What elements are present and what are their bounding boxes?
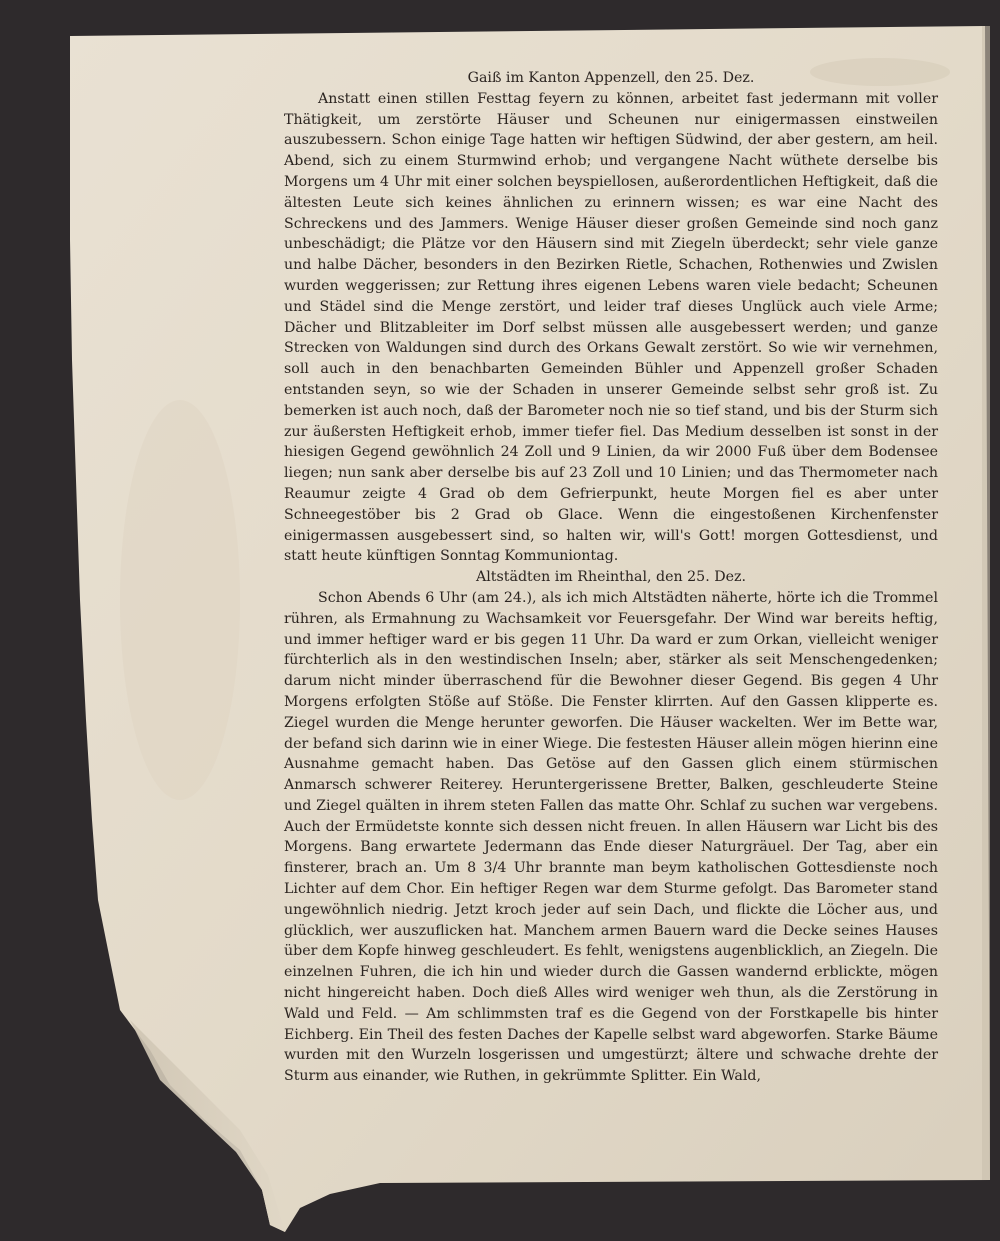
paper-edge-shadow — [982, 26, 990, 1180]
article-heading-altstaedten: Altstädten im Rheinthal, den 25. Dez. — [476, 569, 746, 586]
paper-stain — [120, 400, 240, 800]
newspaper-text — [284, 68, 938, 1087]
article-body-altstaedten: Schon Abends 6 Uhr (am 24.), als ich mich Altstädten näherte, hörte ich die Trommel rühren, als Ermahnung zu Wachsamkeit vor Feuersgefahr. Der Wind war bereits heftig, und immer heftiger ward er bis gegen 11 Uhr. Da ward er zum Orkan, vielleicht weniger fürchterlich als in den westindischen Inseln; aber, stärker als seit Menschengedenken; darum nicht minder überraschend für die Bewohner dieser Gegend. Bis gegen 4 Uhr Morgens erfolgten Stöße auf Stöße. Die Fenster klirrten. Auf den Gassen klipperte es. Ziegel wurden die Menge herunter geworfen. Die Häuser wackelten. Wer im Bette war, der befand sich darinn wie in einer Wiege. Die festesten Häuser allein mögen hierinn eine Ausnahme gemacht haben. Das Getöse auf den Gassen glich einem stürmischen Anmarsch schwerer Reiterey. Heruntergerissene Bretter, Balken, geschleuderte Steine und Ziegel quälten in ihrem steten Fallen das matte Ohr. Schlaf zu suchen war vergebens. Auch der Ermüdetste konnte sich dessen nicht freuen. In allen Häusern war Licht bis des Morgens. Bang erwartete Jedermann das Ende dieser Naturgräuel. Der Tag, aber ein finsterer, brach an. Um 8 3/4 Uhr brannte man beym katholischen Gottesdienste noch Lichter auf dem Chor. Ein heftiger Regen war dem Sturme gefolgt. Das Barometer stand ungewöhnlich niedrig. Jetzt kroch jeder auf sein Dach, und flickte die Löcher aus, und glücklich, wer auszuflicken hat. Manchem armen Bauern ward die Decke seines Hauses über dem Kopfe hinweg geschleudert. Es fehlt, wenigstens augenblicklich, an Ziegeln. Die einzelnen Fuhren, die ich hin und wieder durch die Gassen wandernd erblickte, mögen nicht hingereicht haben. Doch dieß Alles wird weniger weh thun, als die Zerstörung in Wald und Feld. — Am schlimmsten traf es die Gegend von der Forstkapelle bis hinter Eichberg. Ein Theil des festen Daches der Kapelle selbst ward abgeworfen. Starke Bäume wurden mit den Wurzeln losgerissen und umgestürzt; ältere und schwache drehte der Sturm aus einander, wie Ruthen, in gekrümmte Splitter. Ein Wald, — [284, 589, 938, 1085]
article-body-gaiss: Anstatt einen stillen Festtag feyern zu können, arbeitet fast jedermann mit voller Thätigkeit, um zerstörte Häuser und Scheunen nur einigermassen einstweilen auszubessern. Schon einige Tage hatten wir heftigen Südwind, der aber gestern, am heil. Abend, sich zu einem Sturmwind erhob; und vergangene Nacht wüthete derselbe bis Morgens um 4 Uhr mit einer solchen beyspiellosen, außerordentlichen Heftigkeit, daß die ältesten Leute sich keines ähnlichen zu erinnern wissen; es war eine Nacht des Schreckens und des Jammers. Wenige Häuser dieser großen Gemeinde sind noch ganz unbeschädigt; die Plätze vor den Häusern sind mit Ziegeln überdeckt; sehr viele ganze und halbe Dächer, besonders in den Bezirken Rietle, Schachen, Rothenwies und Zwislen wurden weggerissen; zur Rettung ihres eigenen Lebens waren viele bedacht; Scheunen und Städel sind die Menge zerstört, und leider traf dieses Unglück auch viele Arme; Dächer und Blitzableiter im Dorf selbst müssen alle ausgebessert werden; und ganze Strecken von Waldungen sind durch des Orkans Gewalt zerstört. So wie wir vernehmen, soll auch in den benachbarten Gemeinden Bühler und Appenzell großer Schaden entstanden seyn, so wie der Schaden in unserer Gemeinde selbst sehr groß ist. Zu bemerken ist auch noch, daß der Barometer noch nie so tief stand, und bis der Sturm sich zur äußersten Heftigkeit erhob, immer tiefer fiel. Das Medium desselben ist sonst in der hiesigen Gegend gewöhnlich 24 Zoll und 9 Linien, da wir 2000 Fuß über dem Bodensee liegen; nun sank aber derselbe bis auf 23 Zoll und 10 Linien; und das Thermometer nach Reaumur zeigte 4 Grad ob dem Gefrierpunkt, heute Morgen fiel es aber unter Schneegestöber bis 2 Grad ob Glace. Wenn die eingestoßenen Kirchenfenster einigermassen ausgebessert sind, so halten wir, will's Gott! morgen Gottesdienst, und statt heute künftigen Sonntag Kommuniontag. — [284, 90, 938, 565]
article-heading-gaiss: Gaiß im Kanton Appenzell, den 25. Dez. — [467, 70, 755, 86]
